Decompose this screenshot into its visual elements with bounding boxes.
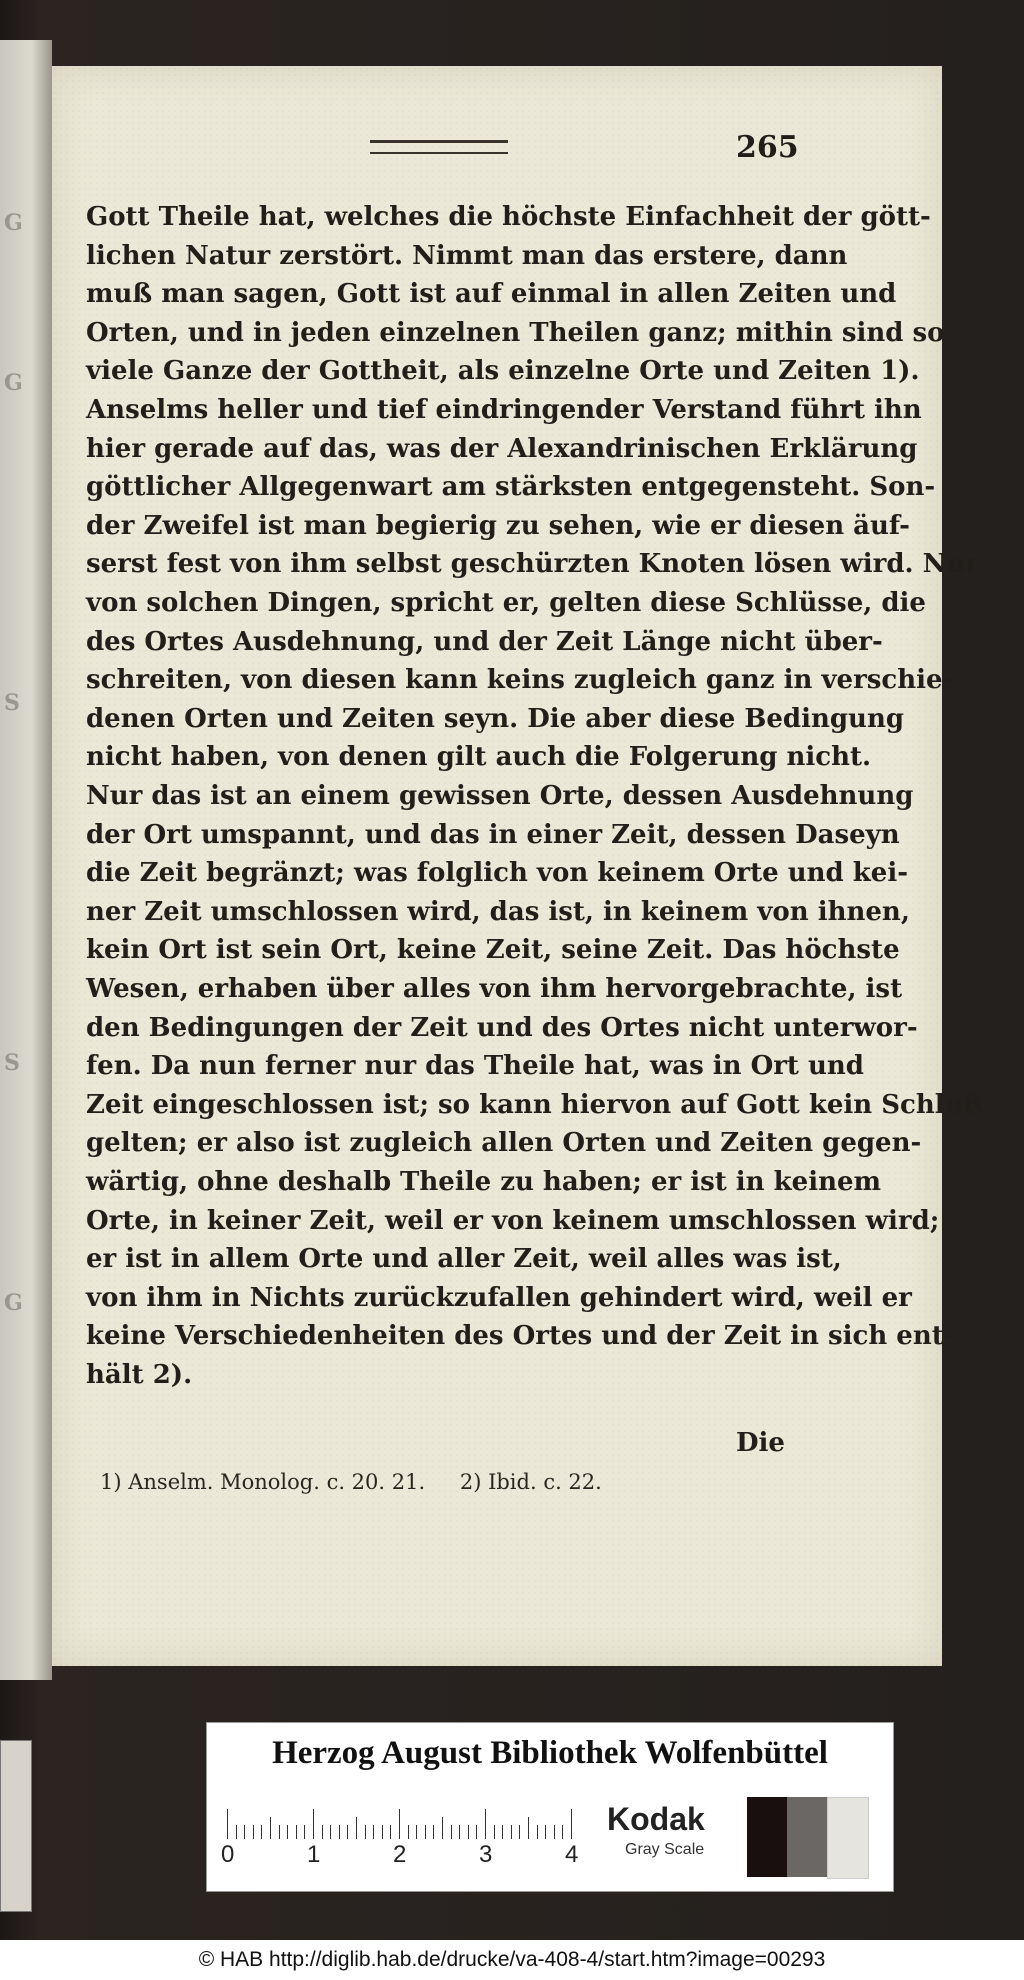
bleed-glyph: S bbox=[4, 690, 20, 716]
ruler-tick bbox=[476, 1825, 477, 1839]
text-line: des Ortes Ausdehnung, und der Zeit Länge nicht über- bbox=[86, 626, 883, 657]
footnote-1: 1) Anselm. Monolog. c. 20. 21. bbox=[100, 1470, 426, 1494]
text-line: von ihm in Nichts zurückzufallen gehindert wird, weil er bbox=[86, 1282, 912, 1313]
ruler-tick bbox=[244, 1825, 245, 1839]
ruler-tick bbox=[519, 1825, 520, 1839]
text-line: Wesen, erhaben über alles von ihm hervorgebrachte, ist bbox=[86, 974, 903, 1004]
ruler-tick bbox=[356, 1817, 357, 1839]
text-line: göttlicher Allgegenwart am stärksten entgegensteht. Son- bbox=[86, 472, 936, 503]
text-line: Zeit eingeschlossen ist; so kann hiervon auf Gott kein Schluß bbox=[86, 1089, 984, 1120]
text-line: hier gerade auf das, was der Alexandrinischen Erklärung bbox=[86, 433, 918, 464]
footnote-2: 2) Ibid. c. 22. bbox=[459, 1470, 602, 1494]
text-line: wärtig, ohne deshalb Theile zu haben; er ist in keinem bbox=[86, 1167, 882, 1197]
gray-swatch-dark bbox=[747, 1797, 787, 1877]
text-line: denen Orten und Zeiten seyn. Die aber diese Bedingung bbox=[86, 703, 905, 734]
ruler-tick bbox=[571, 1809, 572, 1839]
text-line: Orte, in keiner Zeit, weil er von keinem umschlossen wird; bbox=[86, 1205, 940, 1236]
ruler-number: 0 bbox=[221, 1841, 235, 1868]
ruler-tick bbox=[313, 1809, 314, 1839]
text-line: gelten; er also ist zugleich allen Orten und Zeiten gegen- bbox=[86, 1128, 922, 1159]
text-line: der Ort umspannt, und das in einer Zeit, dessen Daseyn bbox=[86, 819, 900, 850]
gray-swatch-mid bbox=[787, 1797, 827, 1877]
ruler-tick bbox=[253, 1825, 254, 1839]
ruler-tick bbox=[408, 1825, 409, 1839]
scale-ruler bbox=[221, 1797, 587, 1868]
text-line: lichen Natur zerstört. Nimmt man das erstere, dann bbox=[86, 240, 848, 271]
gray-scale-label: Gray Scale bbox=[625, 1841, 705, 1858]
ruler-tick bbox=[236, 1825, 237, 1839]
catchword: Die bbox=[736, 1428, 785, 1458]
copyright-footer: © HAB http://diglib.hab.de/drucke/va-408-4/start.htm?image=00293 bbox=[198, 1948, 826, 1971]
text-line: der Zweifel ist man begierig zu sehen, wie er diesen äuf- bbox=[86, 510, 910, 541]
ruler-tick bbox=[279, 1825, 280, 1839]
ruler-tick bbox=[485, 1809, 486, 1839]
ruler-tick bbox=[365, 1825, 366, 1839]
ruler-tick bbox=[545, 1825, 546, 1839]
ruler-tick bbox=[287, 1825, 288, 1839]
ruler-tick bbox=[304, 1825, 305, 1839]
text-line: von solchen Dingen, spricht er, gelten diese Schlüsse, die bbox=[86, 588, 926, 618]
ruler-tick bbox=[511, 1825, 512, 1839]
text-line: Nur das ist an einem gewissen Orte, dessen Ausdehnung bbox=[86, 781, 914, 811]
bleed-glyph: G bbox=[4, 370, 23, 396]
ruler-tick bbox=[451, 1825, 452, 1839]
color-calibration-card bbox=[206, 1722, 894, 1892]
text-line: ner Zeit umschlossen wird, das ist, in keinem von ihnen, bbox=[86, 896, 910, 927]
adjacent-page-edge bbox=[0, 40, 52, 1680]
ruler-tick bbox=[296, 1825, 297, 1839]
text-line: serst fest von ihm selbst geschürzten Knoten lösen wird. Nur bbox=[86, 549, 979, 580]
ruler-tick bbox=[347, 1825, 348, 1839]
ruler-tick bbox=[528, 1817, 529, 1839]
bleed-glyph: G bbox=[4, 1290, 23, 1316]
text-line: nicht haben, von denen gilt auch die Folgerung nicht. bbox=[86, 742, 872, 773]
ruler-tick bbox=[459, 1825, 460, 1839]
ruler-tick bbox=[322, 1825, 323, 1839]
text-line: er ist in allem Orte und aller Zeit, weil alles was ist, bbox=[86, 1244, 842, 1275]
ruler-tick bbox=[382, 1825, 383, 1839]
ruler-tick bbox=[270, 1817, 271, 1839]
kodak-logo: Kodak bbox=[607, 1801, 705, 1837]
footnotes bbox=[100, 1470, 630, 1494]
ruler-tick bbox=[399, 1809, 400, 1839]
ruler-number: 3 bbox=[479, 1841, 493, 1868]
text-line: fen. Da nun ferner nur das Theile hat, was in Ort und bbox=[86, 1051, 864, 1082]
ruler-tick bbox=[502, 1825, 503, 1839]
text-line: hält 2). bbox=[86, 1360, 193, 1390]
book-tab bbox=[0, 1740, 32, 1912]
ruler-number: 1 bbox=[307, 1841, 321, 1868]
gray-swatch-light bbox=[827, 1797, 869, 1879]
ruler-tick bbox=[433, 1825, 434, 1839]
header-rule bbox=[370, 140, 508, 154]
ruler-tick bbox=[416, 1825, 417, 1839]
text-line: muß man sagen, Gott ist auf einmal in allen Zeiten und bbox=[86, 279, 897, 310]
bleed-glyph: S bbox=[4, 1050, 20, 1076]
text-line: Anselms heller und tief eindringender Verstand führt ihn bbox=[86, 395, 922, 425]
text-line: Orten, und in jeden einzelnen Theilen ganz; mithin sind so bbox=[86, 317, 945, 348]
ruler-tick bbox=[554, 1825, 555, 1839]
text-line: viele Ganze der Gottheit, als einzelne Orte und Zeiten 1). bbox=[86, 356, 920, 387]
ruler-number: 4 bbox=[565, 1841, 579, 1868]
ruler-tick bbox=[390, 1825, 391, 1839]
text-line: schreiten, von diesen kann keins zugleich ganz in verschie- bbox=[86, 665, 954, 696]
ruler-tick bbox=[537, 1825, 538, 1839]
ruler-tick bbox=[468, 1825, 469, 1839]
text-line: den Bedingungen der Zeit und des Ortes nicht unterwor- bbox=[86, 1012, 918, 1043]
ruler-number: 2 bbox=[393, 1841, 407, 1868]
page-number: 265 bbox=[736, 130, 799, 165]
text-line: kein Ort ist sein Ort, keine Zeit, seine Zeit. Das höchste bbox=[86, 935, 900, 966]
ruler-tick bbox=[425, 1825, 426, 1839]
ruler-tick bbox=[494, 1825, 495, 1839]
ruler-tick bbox=[562, 1825, 563, 1839]
bleed-glyph: G bbox=[4, 210, 23, 236]
ruler-tick bbox=[339, 1825, 340, 1839]
text-line: die Zeit begränzt; was folglich von keinem Orte und kei- bbox=[86, 858, 908, 889]
ruler-tick bbox=[261, 1825, 262, 1839]
ruler-tick bbox=[330, 1825, 331, 1839]
library-title: Herzog August Bibliothek Wolfenbüttel bbox=[272, 1735, 828, 1771]
ruler-tick bbox=[227, 1809, 228, 1839]
ruler-tick bbox=[373, 1825, 374, 1839]
text-line: Gott Theile hat, welches die höchste Einfachheit der gött- bbox=[86, 202, 931, 232]
ruler-tick bbox=[442, 1817, 443, 1839]
text-line: keine Verschiedenheiten des Ortes und der Zeit in sich ent- bbox=[86, 1321, 955, 1352]
